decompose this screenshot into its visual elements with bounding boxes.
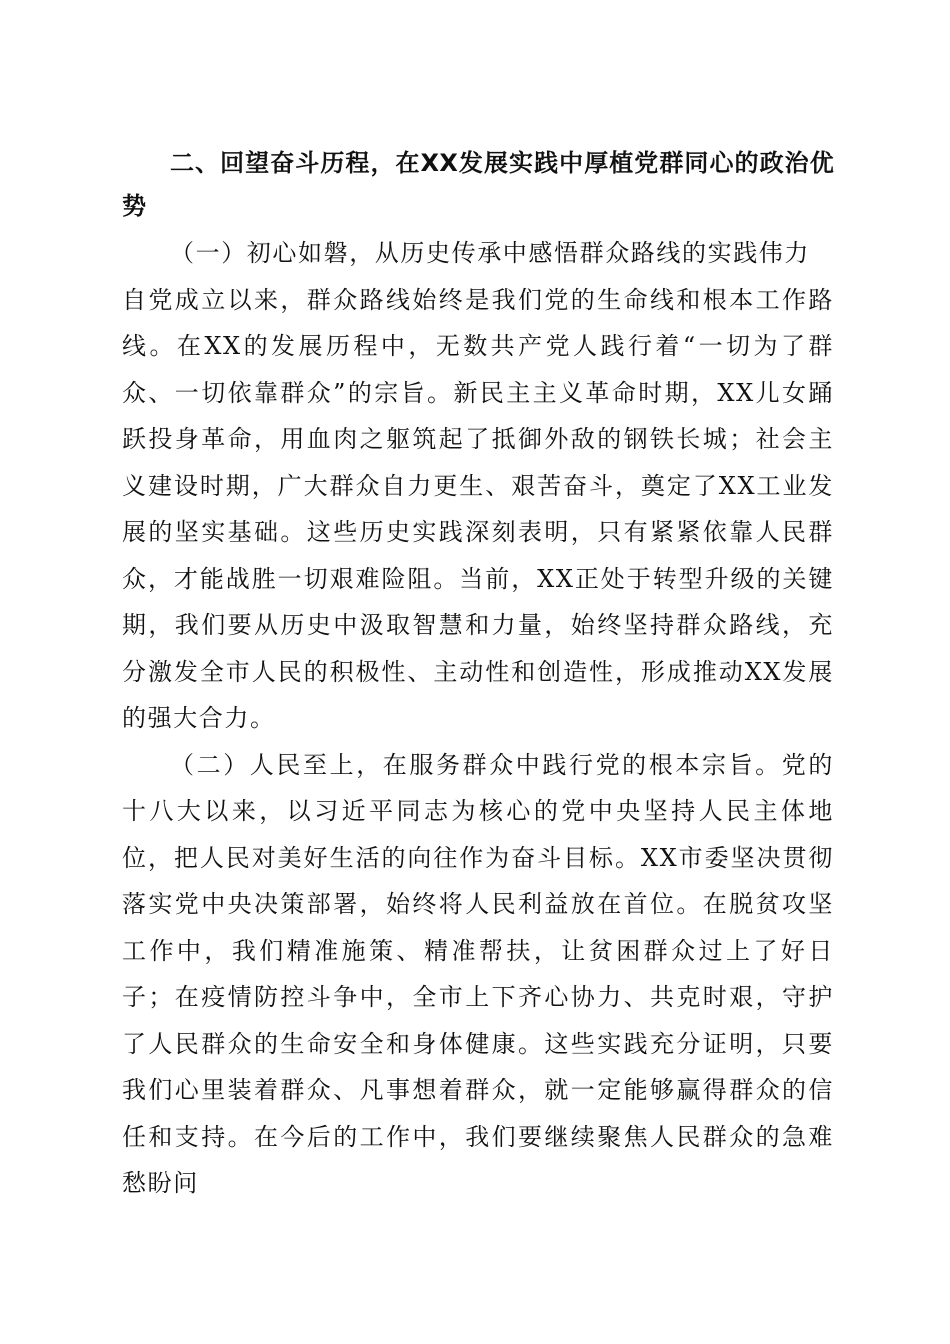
subsection-title-1: （一）初心如磐，从历史传承中感悟群众路线的实践伟力 bbox=[170, 239, 810, 267]
paragraph-2 bbox=[122, 742, 834, 1207]
section-heading: 二、回望奋斗历程，在XX发展实践中厚植党群同心的政治优势 bbox=[122, 149, 834, 220]
document-content bbox=[122, 142, 834, 1207]
subsection-title-2: （二）人民至上，在服务群众中践行党的根本宗旨。 bbox=[170, 750, 782, 779]
paragraph-2-body: 党的十八大以来，以习近平同志为核心的党中央坚持人民主体地位，把人民对美好生活的向往作为奋斗目标。XX市委坚决贯彻落实党中央决策部署，始终将人民利益放在首位。在脱贫攻坚工作中，我们精准施策、精准帮扶，让贫困群众过上了好日子；在疫情防控斗争中，全市上下齐心协力、共克时艰，守护了人民群众的生命安全和身体健康。这些实践充分证明，只要我们心里装着群众、凡事想着群众，就一定能够赢得群众的信任和支持。在今后的工作中，我们要继续聚焦人民群众的急难愁盼问 bbox=[122, 750, 834, 1197]
paragraph-1: 自党成立以来，群众路线始终是我们党的生命线和根本工作路线。在XX的发展历程中，无数共产党人践行着“一切为了群众、一切依靠群众”的宗旨。新民主主义革命时期，XX儿女踊跃投身革命，用血肉之躯筑起了抵御外敌的钢铁长城；社会主义建设时期，广大群众自力更生、艰苦奋斗，奠定了XX工业发展的坚实基础。这些历史实践深刻表明，只有紧紧依靠人民群众，才能战胜一切艰难险阻。当前，XX正处于转型升级的关键期，我们要从历史中汲取智慧和力量，始终坚持群众路线，充分激发全市人民的积极性、主动性和创造性，形成推动XX发展的强大合力。 bbox=[122, 285, 834, 732]
